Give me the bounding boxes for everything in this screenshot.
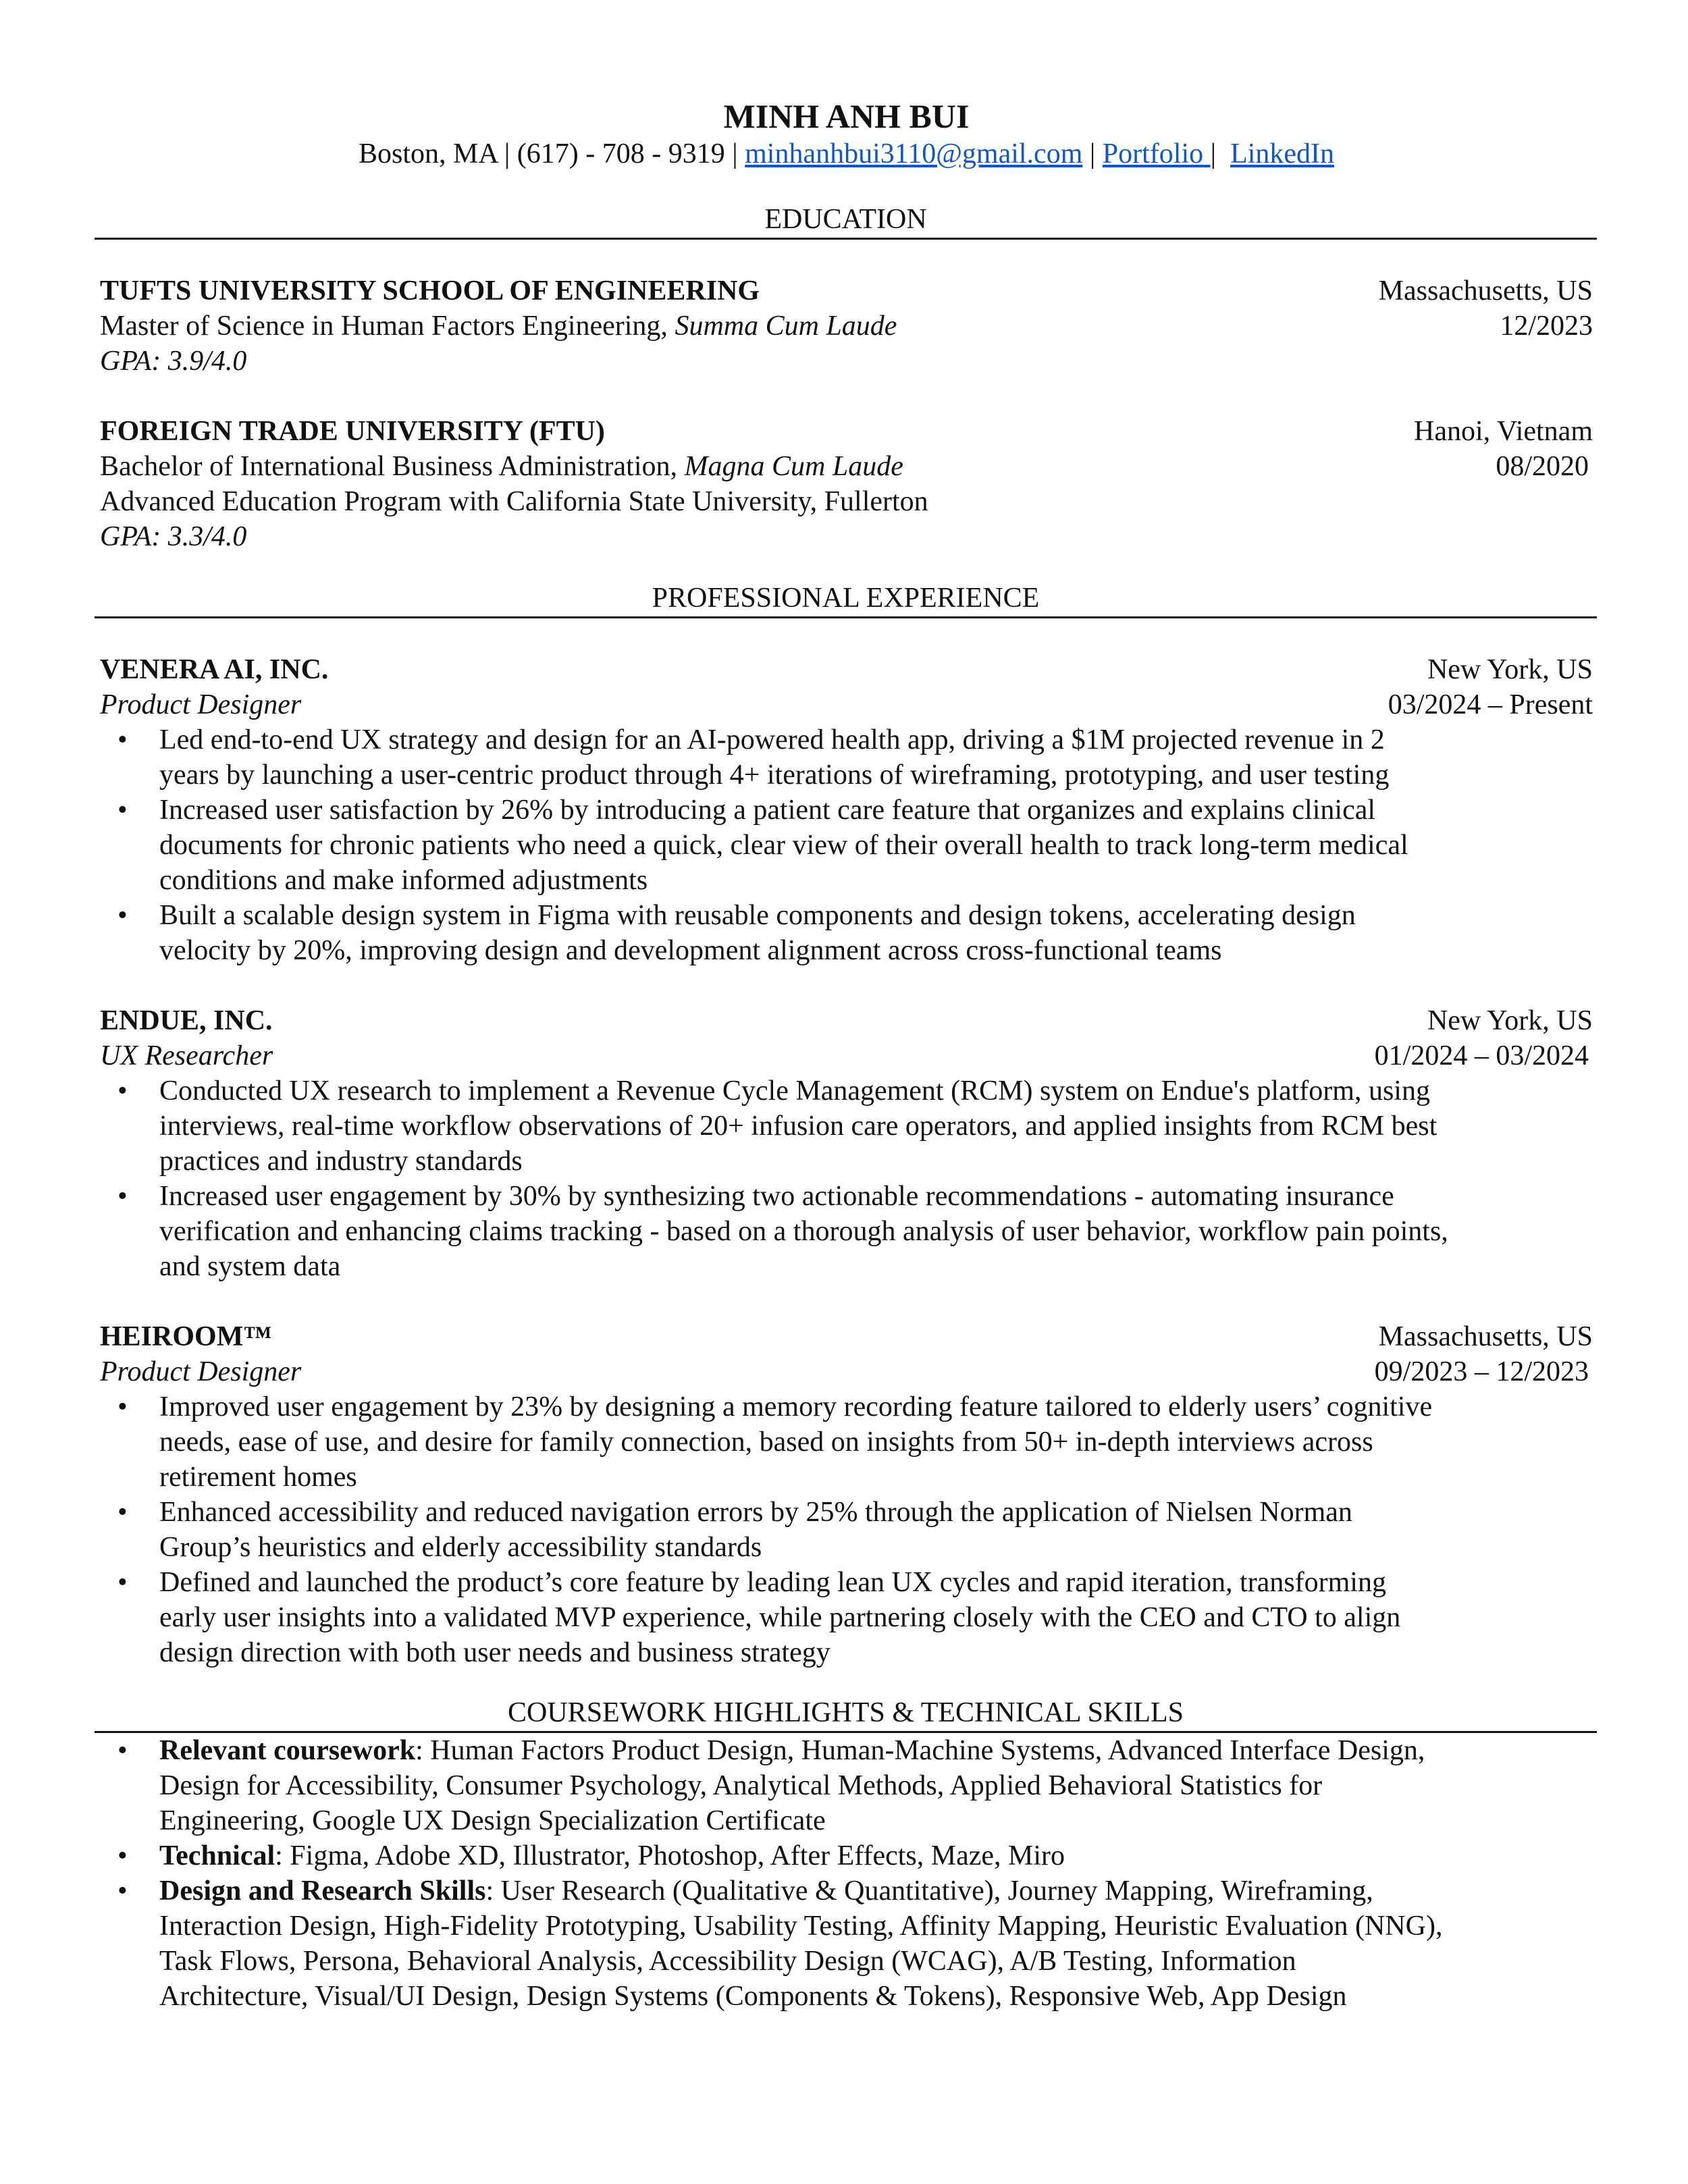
contact-line: [95, 136, 1597, 171]
job-dates: 01/2024 – 03/2024: [1374, 1040, 1589, 1071]
bullet-line: years by launching a user-centric product through 4+ iterations of wireframing, prototyping, and user testing: [159, 760, 1390, 791]
skill-line: [159, 1733, 1593, 1768]
skill-label: Technical: [159, 1840, 275, 1871]
bullet-item: [100, 1565, 1593, 1670]
school-name: FOREIGN TRADE UNIVERSITY (FTU): [100, 416, 605, 447]
contact-separator: |: [1089, 138, 1096, 169]
bullet-item: [100, 1389, 1593, 1495]
skill-text: : Figma, Adobe XD, Illustrator, Photoshop, After Effects, Maze, Miro: [275, 1840, 1065, 1871]
portfolio-link[interactable]: Portfolio: [1102, 138, 1211, 169]
bullet-line: velocity by 20%, improving design and development alignment across cross-functional teams: [159, 935, 1222, 966]
job-title: Product Designer: [100, 1356, 302, 1387]
school-name: TUFTS UNIVERSITY SCHOOL OF ENGINEERING: [100, 275, 760, 307]
job-title: Product Designer: [100, 689, 302, 720]
bullet-line: practices and industry standards: [159, 1146, 523, 1177]
skill-item: [100, 1733, 1593, 1838]
bullet-line: verification and enhancing claims tracking - based on a thorough analysis of user behavior, workflow pain points,: [159, 1216, 1448, 1247]
bullet-line: conditions and make informed adjustments: [159, 865, 648, 896]
school-location: Massachusetts, US: [1378, 275, 1593, 307]
education-entry: [95, 414, 1597, 554]
bullet-line: design direction with both user needs and business strategy: [159, 1637, 830, 1668]
bullet-line: • Enhanced accessibility and reduced navigation errors by 25% through the application of Nielsen Norman: [159, 1497, 1352, 1528]
bullet-line: interviews, real-time workflow observations of 20+ infusion care operators, and applied insights from RCM best: [159, 1111, 1438, 1142]
bullet-line: documents for chronic patients who need a quick, clear view of their overall health to track long-term medical: [159, 830, 1408, 861]
company-name: HEIROOM™: [100, 1321, 272, 1352]
bullet-item: [100, 1179, 1593, 1284]
skills-heading: COURSEWORK HIGHLIGHTS & TECHNICAL SKILLS: [95, 1696, 1597, 1733]
skill-line: Engineering, Google UX Design Specialization Certificate: [159, 1805, 826, 1836]
job-location: New York, US: [1427, 1005, 1593, 1036]
degree-name: Master of Science in Human Factors Engineering,: [100, 311, 675, 342]
degree-line: [100, 449, 903, 484]
skill-line: Architecture, Visual/UI Design, Design Systems (Components & Tokens), Responsive Web, App Design: [159, 1981, 1347, 2012]
bullet-line: • Improved user engagement by 23% by designing a memory recording feature tailored to elderly users’ cognitive: [159, 1391, 1433, 1422]
gpa: GPA: 3.3/4.0: [100, 521, 247, 552]
contact-location-phone: Boston, MA | (617) - 708 - 9319 |: [358, 138, 738, 169]
job-location: New York, US: [1427, 654, 1593, 685]
bullet-line: • Conducted UX research to implement a Revenue Cycle Management (RCM) system on Endue's platform, using: [159, 1075, 1430, 1107]
skill-item: [100, 1873, 1593, 2014]
skill-label: Relevant coursework: [159, 1735, 416, 1766]
candidate-name: MINH ANH BUI: [723, 97, 970, 135]
bullet-line: needs, ease of use, and desire for family connection, based on insights from 50+ in-depth interviews across: [159, 1427, 1373, 1458]
degree-line: [100, 309, 897, 344]
job-entry: [95, 1319, 1597, 1670]
bullet-item: [100, 1073, 1593, 1179]
education-entry: [95, 273, 1597, 379]
job-location: Massachusetts, US: [1378, 1321, 1593, 1352]
job-dates: 03/2024 – Present: [1388, 689, 1593, 720]
degree-honor: Summa Cum Laude: [675, 311, 897, 342]
program-note: Advanced Education Program with California State University, Fullerton: [100, 486, 928, 517]
resume-content: [95, 96, 1597, 2014]
bullet-line: Group’s heuristics and elderly accessibility standards: [159, 1532, 762, 1563]
job-entry: [95, 1003, 1597, 1284]
skill-text: : Human Factors Product Design, Human-Machine Systems, Advanced Interface Design,: [415, 1735, 1425, 1766]
bullet-item: [100, 793, 1593, 898]
skill-line: Task Flows, Persona, Behavioral Analysis, Accessibility Design (WCAG), A/B Testing, Information: [159, 1946, 1296, 1977]
skill-line: [159, 1873, 1593, 1909]
education-heading: EDUCATION: [95, 203, 1597, 240]
job-bullets: [100, 1073, 1593, 1284]
experience-heading: PROFESSIONAL EXPERIENCE: [95, 581, 1597, 618]
skill-line: Design for Accessibility, Consumer Psychology, Analytical Methods, Applied Behavioral Statistics for: [159, 1770, 1323, 1801]
skill-line: Interaction Design, High-Fidelity Prototyping, Usability Testing, Affinity Mapping, Heuristic Evaluation (NNG),: [159, 1911, 1443, 1942]
company-name: ENDUE, INC.: [100, 1005, 273, 1036]
skills-list: [95, 1733, 1597, 2014]
skill-label: Design and Research Skills: [159, 1875, 486, 1907]
skill-text: : User Research (Qualitative & Quantitative), Journey Mapping, Wireframing,: [485, 1875, 1373, 1907]
degree-honor: Magna Cum Laude: [684, 451, 903, 482]
job-bullets: [100, 1389, 1593, 1670]
bullet-line: • Increased user engagement by 30% by synthesizing two actionable recommendations - automating insurance: [159, 1181, 1394, 1212]
contact-separator: |: [1210, 138, 1217, 169]
school-location: Hanoi, Vietnam: [1414, 416, 1593, 447]
graduation-date: 08/2020: [1496, 451, 1589, 482]
bullet-line: early user insights into a validated MVP experience, while partnering closely with the CEO and CTO to align: [159, 1602, 1401, 1633]
bullet-item: [100, 722, 1593, 793]
bullet-line: • Built a scalable design system in Figma with reusable components and design tokens, accelerating design: [159, 900, 1356, 931]
skill-item: [100, 1838, 1593, 1873]
bullet-line: • Increased user satisfaction by 26% by introducing a patient care feature that organizes and explains clinical: [159, 795, 1376, 826]
linkedin-link[interactable]: LinkedIn: [1230, 138, 1335, 169]
company-name: VENERA AI, INC.: [100, 654, 329, 685]
bullet-line: • Led end-to-end UX strategy and design for an AI-powered health app, driving a $1M projected revenue in 2: [159, 724, 1385, 755]
bullet-line: and system data: [159, 1251, 341, 1282]
bullet-line: retirement homes: [159, 1462, 357, 1493]
graduation-date: 12/2023: [1500, 311, 1593, 342]
job-bullets: [100, 722, 1593, 968]
job-dates: 09/2023 – 12/2023: [1374, 1356, 1589, 1387]
bullet-item: [100, 898, 1593, 968]
gpa: GPA: 3.9/4.0: [100, 346, 247, 377]
email-link[interactable]: minhanhbui3110@gmail.com: [745, 138, 1083, 169]
bullet-line: • Defined and launched the product’s core feature by leading lean UX cycles and rapid iteration, transforming: [159, 1567, 1386, 1598]
degree-name: Bachelor of International Business Administration,: [100, 451, 685, 482]
job-entry: [95, 652, 1597, 968]
job-title: UX Researcher: [100, 1040, 273, 1071]
skill-line: [159, 1838, 1593, 1873]
bullet-item: [100, 1495, 1593, 1565]
